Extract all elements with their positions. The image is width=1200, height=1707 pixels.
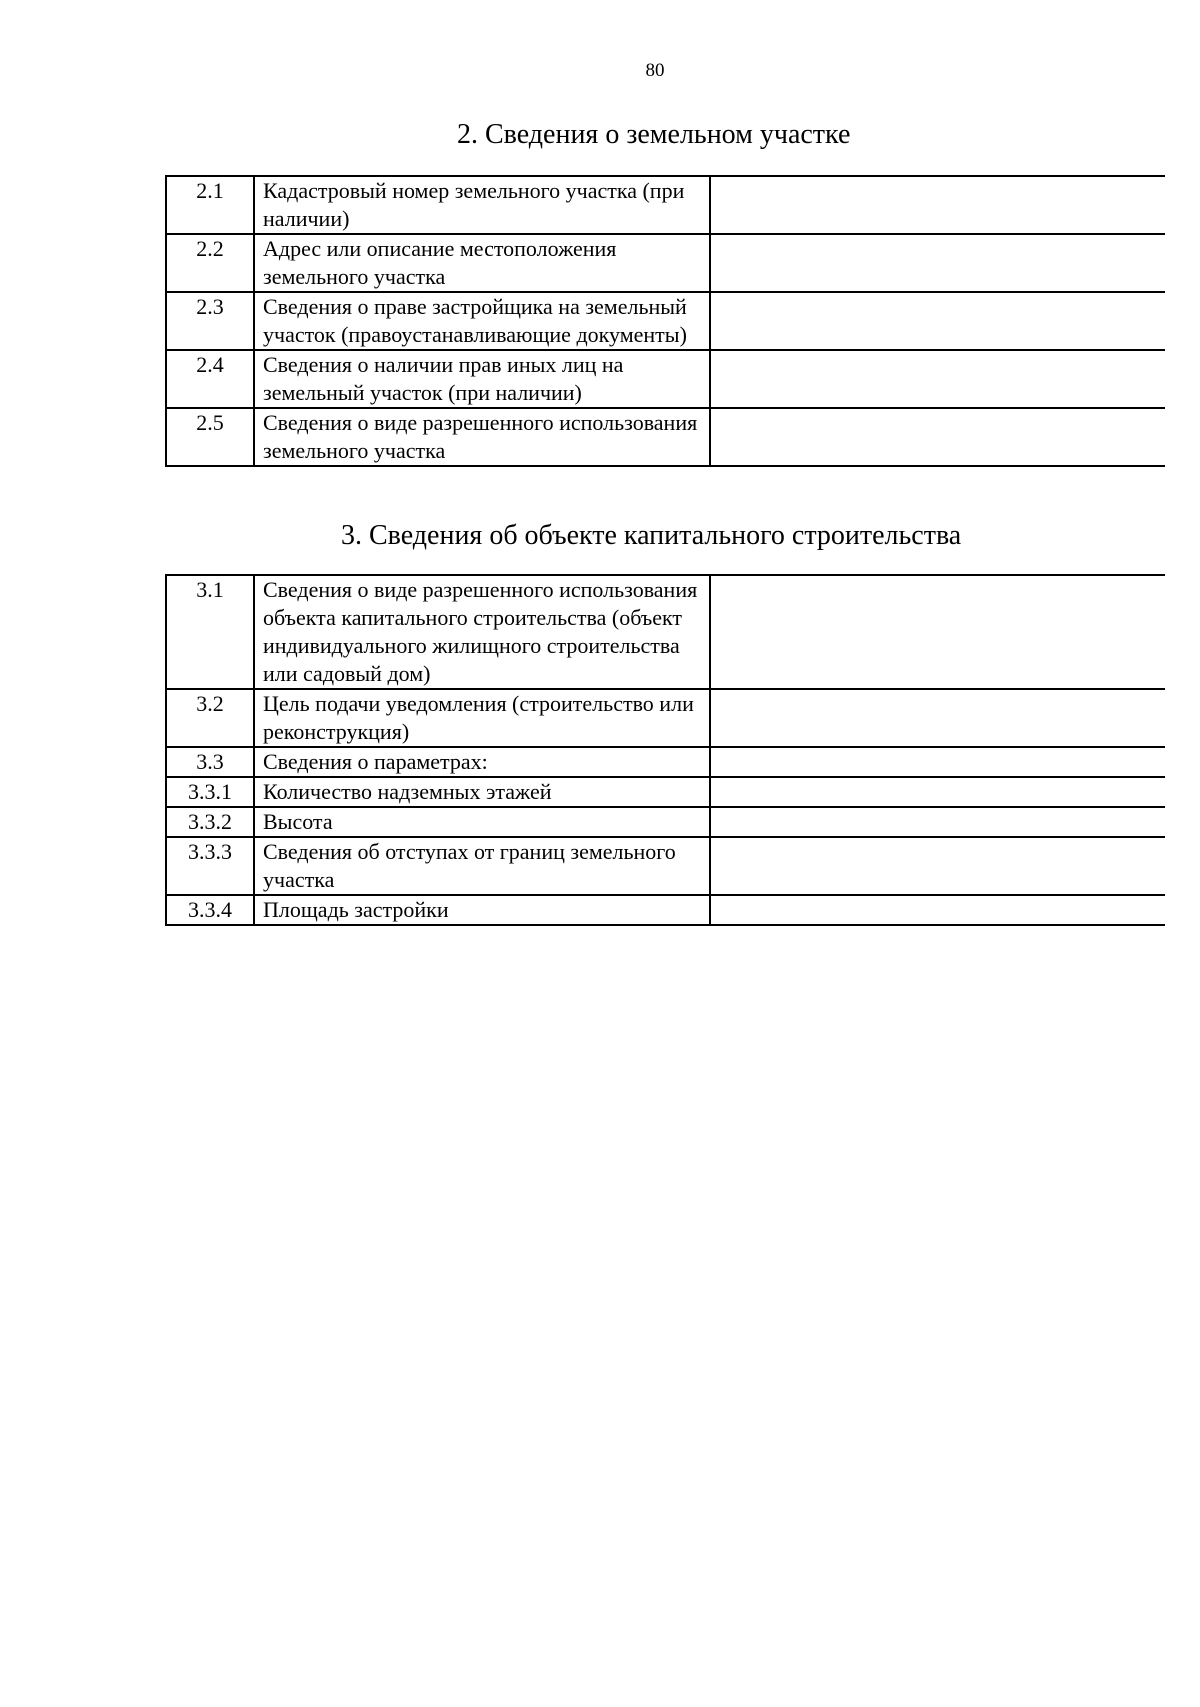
row-number: 2.4 bbox=[166, 350, 254, 408]
row-value-field[interactable] bbox=[710, 747, 1165, 777]
row-number: 2.1 bbox=[166, 176, 254, 234]
table-row bbox=[166, 575, 1165, 689]
row-value-field[interactable] bbox=[710, 176, 1165, 234]
row-value-field[interactable] bbox=[710, 350, 1165, 408]
row-number: 3.3.4 bbox=[166, 895, 254, 925]
row-label: Цель подачи уведомления (строительство или реконструкция) bbox=[254, 689, 710, 747]
row-number: 3.2 bbox=[166, 689, 254, 747]
table-row bbox=[166, 837, 1165, 895]
table-row bbox=[166, 777, 1165, 807]
row-value-field[interactable] bbox=[710, 807, 1165, 837]
row-label: Кадастровый номер земельного участка (при наличии) bbox=[254, 176, 710, 234]
table-row bbox=[166, 176, 1165, 234]
row-number: 3.3.1 bbox=[166, 777, 254, 807]
row-label: Количество надземных этажей bbox=[254, 777, 710, 807]
table-row bbox=[166, 689, 1165, 747]
row-number: 2.5 bbox=[166, 408, 254, 466]
row-value-field[interactable] bbox=[710, 689, 1165, 747]
row-label: Сведения о виде разрешенного использования объекта капитального строительства (объект индивидуального жилищного строительства или садовый дом) bbox=[254, 575, 710, 689]
section-3-title: 3. Сведения об объекте капитального строительства bbox=[341, 520, 962, 551]
row-value-field[interactable] bbox=[710, 895, 1165, 925]
row-number: 3.3.2 bbox=[166, 807, 254, 837]
table-row bbox=[166, 807, 1165, 837]
row-number: 3.1 bbox=[166, 575, 254, 689]
row-value-field[interactable] bbox=[710, 575, 1165, 689]
row-label: Сведения о наличии прав иных лиц на земельный участок (при наличии) bbox=[254, 350, 710, 408]
row-label: Сведения о параметрах: bbox=[254, 747, 710, 777]
row-label: Сведения о виде разрешенного использования земельного участка bbox=[254, 408, 710, 466]
row-value-field[interactable] bbox=[710, 837, 1165, 895]
row-label: Высота bbox=[254, 807, 710, 837]
row-value-field[interactable] bbox=[710, 292, 1165, 350]
row-value-field[interactable] bbox=[710, 234, 1165, 292]
table-row bbox=[166, 234, 1165, 292]
table-row bbox=[166, 895, 1165, 925]
capital-construction-table bbox=[165, 574, 1165, 926]
row-label: Адрес или описание местоположения земельного участка bbox=[254, 234, 710, 292]
table-row bbox=[166, 292, 1165, 350]
section-2-title: 2. Сведения о земельном участке bbox=[457, 119, 851, 150]
row-number: 3.3 bbox=[166, 747, 254, 777]
row-label: Сведения о праве застройщика на земельный участок (правоустанавливающие документы) bbox=[254, 292, 710, 350]
table-row bbox=[166, 747, 1165, 777]
row-value-field[interactable] bbox=[710, 408, 1165, 466]
row-label: Сведения об отступах от границ земельного участка bbox=[254, 837, 710, 895]
row-value-field[interactable] bbox=[710, 777, 1165, 807]
row-label: Площадь застройки bbox=[254, 895, 710, 925]
page-number: 80 bbox=[645, 60, 665, 81]
land-plot-table bbox=[165, 175, 1165, 467]
row-number: 3.3.3 bbox=[166, 837, 254, 895]
row-number: 2.2 bbox=[166, 234, 254, 292]
table-row bbox=[166, 408, 1165, 466]
table-row bbox=[166, 350, 1165, 408]
row-number: 2.3 bbox=[166, 292, 254, 350]
